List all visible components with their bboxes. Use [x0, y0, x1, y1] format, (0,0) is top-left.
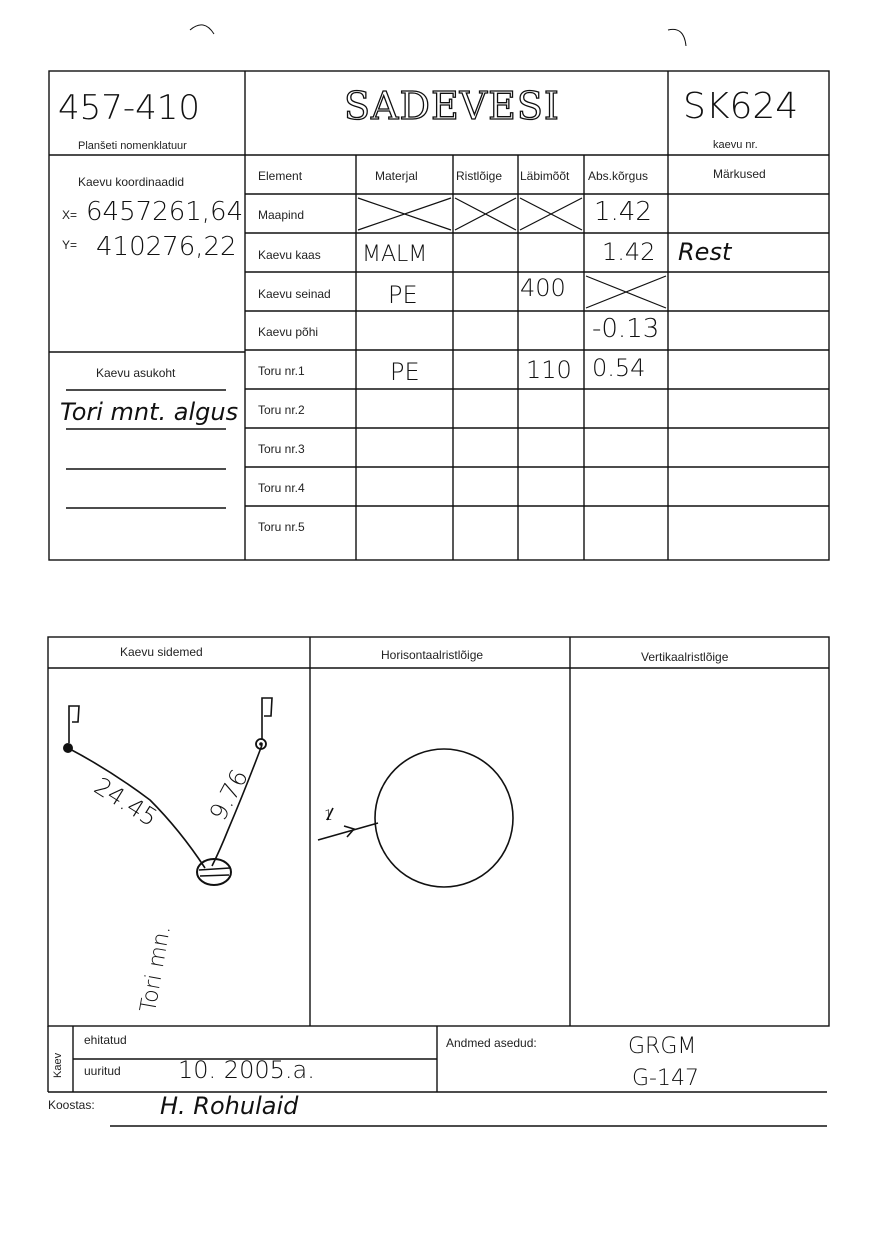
row-element-label: Toru nr.3 — [258, 442, 305, 456]
page-title: SADEVESI — [344, 84, 560, 128]
row-elevation-value: -0.13 — [592, 314, 660, 344]
row-element-label: Maapind — [258, 208, 305, 222]
well-number-label: kaevu nr. — [713, 139, 758, 151]
row-notes-value: Rest — [678, 238, 732, 266]
row-element-label: Toru nr.4 — [258, 481, 305, 495]
horizontal-section-circle — [375, 749, 513, 887]
row-diameter-value: 110 — [526, 356, 572, 384]
row-element-label: Kaevu seinad — [258, 287, 331, 301]
col-header-diameter: Läbimõõt — [520, 169, 570, 183]
coordinates-label: Kaevu koordinaadid — [78, 175, 185, 189]
footer-side-label: Kaev — [52, 1052, 64, 1078]
data-source-label: Andmed asedud: — [446, 1036, 537, 1050]
nomenclature-label: Planšeti nomenklatuur — [78, 140, 187, 152]
row-element-label: Toru nr.5 — [258, 520, 305, 534]
row-element-label: Kaevu kaas — [258, 248, 321, 262]
col-header-material: Materjal — [375, 169, 418, 183]
x-prefix: X= — [62, 208, 78, 222]
section-vertical-label: Vertikaalristlõige — [641, 650, 729, 664]
tie-distance-2: 9.76 — [204, 764, 254, 826]
row-elevation-value: 1.42 — [594, 197, 652, 227]
row-elevation-value: 1.42 — [602, 238, 656, 266]
section-ties-label: Kaevu sidemed — [120, 645, 203, 659]
y-prefix: Y= — [62, 238, 78, 252]
col-header-elevation: Abs.kõrgus — [588, 169, 649, 183]
data-source-value-1: GRGM — [628, 1034, 697, 1059]
row-elevation-value: 0.54 — [592, 354, 646, 382]
location-value: Tori mnt. algus — [60, 398, 239, 426]
y-coordinate-value: 410276,22 — [96, 232, 237, 262]
nomenclature-value: 457-410 — [58, 88, 201, 128]
row-element-label: Kaevu põhi — [258, 325, 319, 339]
row-material-value: MALM — [362, 242, 428, 267]
row-material-value: PE — [390, 358, 420, 386]
data-source-value-2: G-147 — [632, 1066, 699, 1091]
col-header-cross-section: Ristlõige — [456, 169, 503, 183]
tie-distance-1: 24.45 — [89, 772, 163, 833]
pipe-number-label: 1 — [324, 808, 333, 824]
street-label: Tori mn. — [136, 923, 176, 1015]
location-label: Kaevu asukoht — [96, 366, 176, 380]
row-diameter-value: 400 — [520, 274, 566, 302]
well-number-value: SK624 — [683, 86, 799, 127]
built-label: ehitatud — [84, 1033, 127, 1047]
compiled-label: Koostas: — [48, 1098, 95, 1112]
section-horizontal-label: Horisontaalristlõige — [381, 648, 484, 662]
compiled-value: H. Rohulaid — [160, 1092, 299, 1120]
col-header-element: Element — [258, 169, 303, 183]
col-header-notes: Märkused — [713, 167, 766, 181]
surveyed-label: uuritud — [84, 1064, 121, 1078]
row-element-label: Toru nr.2 — [258, 403, 305, 417]
x-coordinate-value: 6457261,64 — [86, 197, 244, 227]
row-element-label: Toru nr.1 — [258, 364, 305, 378]
surveyed-value: 10. 2005.a. — [178, 1056, 315, 1084]
row-material-value: PE — [388, 281, 418, 309]
tie-point-1-icon — [63, 743, 73, 753]
